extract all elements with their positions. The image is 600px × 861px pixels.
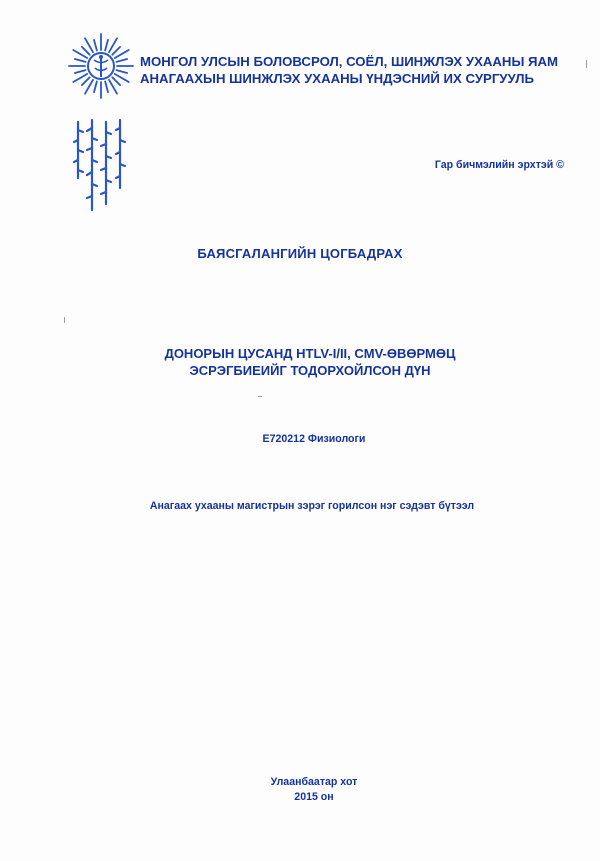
university-emblem-icon <box>67 32 135 100</box>
thesis-title-line-2: ЭСРЭГБИЕИЙГ ТОДОРХОЙЛСОН ДҮН <box>189 363 431 378</box>
copyright-notice: Гар бичмэлийн эрхтэй © <box>434 159 564 171</box>
author-name: БАЯСГАЛАНГИЙН ЦОГБАДРАХ <box>197 246 403 261</box>
page-header <box>62 28 582 198</box>
scan-speck <box>64 317 65 323</box>
emblem-ray <box>82 77 90 85</box>
emblem-ray <box>105 40 108 51</box>
place-and-year <box>0 775 600 805</box>
emblem-ray <box>82 47 90 55</box>
mongolian-script-text <box>68 118 132 216</box>
city: Улаанбаатар хот <box>270 776 358 788</box>
emblem-ray <box>75 70 86 73</box>
emblem-ray <box>94 81 97 92</box>
degree-statement: Анагаах ухааны магистрын зэрэг горилсон нэг сэдэвт бүтээл <box>149 500 475 512</box>
emblem-ray <box>94 40 97 51</box>
emblem-ray <box>75 59 86 62</box>
emblem-ray <box>105 81 108 92</box>
ministry-line-1: МОНГОЛ УЛСЫН БОЛОВСРОЛ, СОЁЛ, ШИНЖЛЭХ УХААНЫ ЯАМ <box>140 54 559 69</box>
year: 2015 он <box>294 791 334 803</box>
emblem-ray <box>112 47 120 55</box>
scan-speck <box>258 396 262 397</box>
scan-speck <box>586 60 587 68</box>
emblem-ray <box>116 70 127 73</box>
ministry-line-2: АНАГААХЫН ШИНЖЛЭХ УХААНЫ ҮНДЭСНИЙ ИХ СУРГУУЛЬ <box>140 70 534 86</box>
thesis-title <box>110 345 510 379</box>
specialty-code: E720212 Физиологи <box>262 433 366 445</box>
emblem-ray <box>112 77 120 85</box>
institution-name <box>140 54 580 87</box>
emblem-ray <box>116 59 127 62</box>
thesis-title-line-1: ДОНОРЫН ЦУСАНД HTLV-I/II, CMV-ӨВӨРМӨЦ <box>164 346 456 361</box>
